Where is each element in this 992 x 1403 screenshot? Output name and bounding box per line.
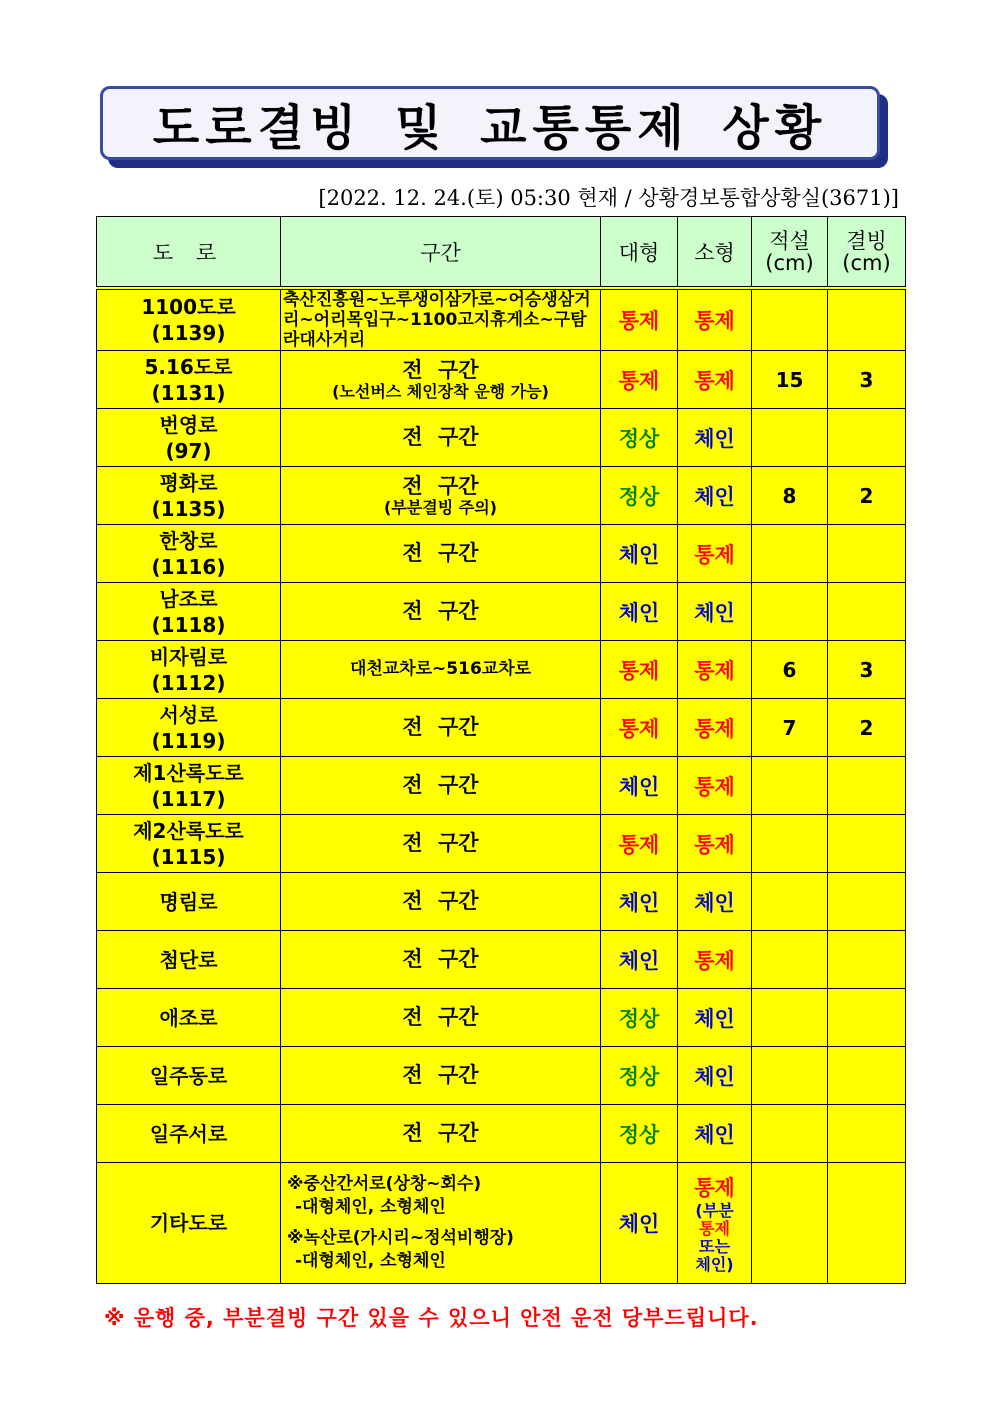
ice-depth — [828, 1105, 906, 1163]
small-vehicle-status: 통제 — [678, 525, 752, 583]
large-vehicle-status: 체인 — [601, 525, 678, 583]
ice-depth: 3 — [828, 351, 906, 409]
section-cell — [281, 1047, 601, 1105]
small-vehicle-status: 체인 — [678, 989, 752, 1047]
large-vehicle-status: 체인 — [601, 757, 678, 815]
large-vehicle-status: 체인 — [601, 1163, 678, 1284]
section-note: (노선버스 체인장착 운행 가능) — [332, 382, 549, 401]
table-row — [97, 757, 906, 815]
section-cell — [281, 1105, 601, 1163]
road-code: (97) — [165, 438, 212, 463]
road-code: (1119) — [151, 728, 226, 753]
section-text: 전 구간 — [402, 474, 479, 498]
large-vehicle-status: 체인 — [601, 583, 678, 641]
section-line: -대형체인, 소형체인 — [295, 1251, 446, 1271]
section-text: 전 구간 — [402, 541, 479, 565]
snow-depth — [752, 1163, 828, 1284]
table-row — [97, 815, 906, 873]
table-header-row — [97, 217, 906, 289]
snow-depth: 8 — [752, 467, 828, 525]
snow-depth — [752, 873, 828, 931]
section-cell — [281, 467, 601, 525]
road-name-cell — [97, 1047, 281, 1105]
large-vehicle-status: 체인 — [601, 931, 678, 989]
small-vehicle-status: 체인 — [678, 583, 752, 641]
title-box — [100, 86, 880, 160]
ice-depth — [828, 409, 906, 467]
road-code: (1112) — [151, 670, 226, 695]
road-code: (1116) — [151, 554, 226, 579]
table-row — [97, 1047, 906, 1105]
table-row — [97, 467, 906, 525]
road-name-cell — [97, 409, 281, 467]
section-cell — [281, 583, 601, 641]
section-text: 전 구간 — [402, 773, 479, 797]
table-row — [97, 931, 906, 989]
road-name: 애조로 — [159, 1005, 218, 1030]
small-vehicle-status: 통제 — [678, 699, 752, 757]
small-vehicle-status: 체인 — [678, 467, 752, 525]
section-text: 전 구간 — [402, 358, 479, 382]
road-name: 비자림로 — [149, 644, 228, 669]
large-vehicle-status: 정상 — [601, 1105, 678, 1163]
snow-depth: 6 — [752, 641, 828, 699]
section-cell — [281, 641, 601, 699]
small-vehicle-status: 체인 — [678, 1105, 752, 1163]
road-name-cell — [97, 815, 281, 873]
ice-depth: 2 — [828, 467, 906, 525]
header-ice: 결빙 (cm) — [828, 217, 906, 289]
section-text: 전 구간 — [402, 831, 479, 855]
small-vehicle-status: 통제 — [678, 351, 752, 409]
section-cell — [281, 873, 601, 931]
small-vehicle-status: 체인 — [678, 873, 752, 931]
table-body — [97, 288, 906, 1284]
table-row — [97, 525, 906, 583]
section-cell — [281, 1163, 601, 1284]
table-row — [97, 1105, 906, 1163]
road-name: 제1산록도로 — [133, 760, 244, 785]
snow-depth — [752, 757, 828, 815]
ice-depth — [828, 873, 906, 931]
header-small: 소형 — [678, 217, 752, 289]
large-vehicle-status: 통제 — [601, 699, 678, 757]
table-row-other — [97, 1163, 906, 1284]
table-row — [97, 351, 906, 409]
road-name: 1100도로 — [141, 295, 236, 319]
road-name-cell — [97, 641, 281, 699]
ice-depth: 3 — [828, 641, 906, 699]
road-name-cell: 기타도로 — [97, 1163, 281, 1284]
road-status-table — [96, 216, 906, 1284]
title-banner — [100, 86, 890, 170]
road-name-cell — [97, 873, 281, 931]
road-code: (1135) — [151, 496, 226, 521]
road-name: 일주동로 — [149, 1063, 228, 1088]
small-vehicle-status: 통제 — [678, 288, 752, 351]
section-cell — [281, 351, 601, 409]
table-row — [97, 409, 906, 467]
small-status-note: 통제 — [699, 1219, 730, 1238]
small-vehicle-status: 통제 — [678, 757, 752, 815]
large-vehicle-status: 정상 — [601, 467, 678, 525]
road-name: 서성로 — [159, 702, 218, 727]
road-code: (1118) — [151, 612, 226, 637]
small-status-note: (부분 — [695, 1201, 734, 1220]
road-code: (1139) — [151, 321, 226, 345]
road-name: 평화로 — [159, 470, 218, 495]
road-name-cell — [97, 757, 281, 815]
table-row — [97, 583, 906, 641]
small-status-note: 또는 — [699, 1237, 730, 1256]
ice-depth — [828, 525, 906, 583]
ice-depth: 2 — [828, 699, 906, 757]
snow-depth: 15 — [752, 351, 828, 409]
small-vehicle-status: 체인 — [678, 409, 752, 467]
section-text: 전 구간 — [402, 1005, 479, 1029]
table-row — [97, 989, 906, 1047]
safety-notice: ※ 운행 중, 부분결빙 구간 있을 수 있으니 안전 운전 당부드립니다. — [104, 1306, 759, 1330]
small-vehicle-status: 체인 — [678, 1047, 752, 1105]
road-name: 남조로 — [159, 586, 218, 611]
small-vehicle-status: 통제 — [678, 815, 752, 873]
ice-depth — [828, 989, 906, 1047]
section-text: 전 구간 — [402, 599, 479, 623]
road-name-cell — [97, 583, 281, 641]
section-cell — [281, 288, 601, 351]
table-row — [97, 288, 906, 351]
snow-depth — [752, 288, 828, 351]
road-code: (1115) — [151, 844, 226, 869]
header-large: 대형 — [601, 217, 678, 289]
ice-depth — [828, 815, 906, 873]
small-vehicle-status — [678, 1163, 752, 1284]
header-snow: 적설 (cm) — [752, 217, 828, 289]
section-text: 전 구간 — [402, 1121, 479, 1145]
small-status-note: 체인) — [695, 1255, 734, 1274]
section-cell — [281, 815, 601, 873]
large-vehicle-status: 통제 — [601, 351, 678, 409]
road-name: 첨단로 — [159, 947, 218, 972]
ice-depth — [828, 757, 906, 815]
snow-depth — [752, 525, 828, 583]
date-line: [2022. 12. 24.(토) 05:30 현재 / 상황경보통합상황실(3671)] — [318, 186, 899, 210]
snow-depth — [752, 409, 828, 467]
road-name: 번영로 — [159, 412, 218, 437]
section-line: -대형체인, 소형체인 — [295, 1197, 446, 1217]
section-note: (부분결빙 주의) — [384, 498, 497, 517]
road-name-cell — [97, 699, 281, 757]
section-text: 전 구간 — [402, 1063, 479, 1087]
road-code: (1131) — [151, 380, 226, 405]
road-name-cell — [97, 1105, 281, 1163]
section-cell — [281, 757, 601, 815]
road-name-cell — [97, 467, 281, 525]
ice-depth — [828, 1163, 906, 1284]
large-vehicle-status: 통제 — [601, 815, 678, 873]
snow-depth — [752, 1105, 828, 1163]
road-code: (1117) — [151, 786, 226, 811]
table-row — [97, 641, 906, 699]
small-vehicle-status: 통제 — [678, 931, 752, 989]
section-text: 전 구간 — [402, 715, 479, 739]
section-line: ※녹산로(가시리~정석비행장) — [287, 1228, 514, 1248]
section-cell — [281, 525, 601, 583]
large-vehicle-status: 정상 — [601, 1047, 678, 1105]
snow-depth — [752, 989, 828, 1047]
section-cell — [281, 931, 601, 989]
section-text: 전 구간 — [402, 425, 479, 449]
ice-depth — [828, 288, 906, 351]
small-status-main: 통제 — [694, 1176, 735, 1200]
road-name-cell — [97, 931, 281, 989]
snow-depth — [752, 1047, 828, 1105]
large-vehicle-status: 체인 — [601, 873, 678, 931]
page-title: 도로결빙 및 교통통제 상황 — [152, 99, 828, 156]
road-name-cell — [97, 288, 281, 351]
ice-depth — [828, 931, 906, 989]
header-road: 도 로 — [97, 217, 281, 289]
road-name-cell — [97, 351, 281, 409]
road-name: 5.16도로 — [144, 354, 233, 379]
road-name: 한창로 — [159, 528, 218, 553]
road-name: 명림로 — [159, 889, 218, 914]
road-name: 일주서로 — [149, 1121, 228, 1146]
table-row — [97, 873, 906, 931]
section-line: ※중산간서로(상창~회수) — [287, 1174, 482, 1194]
section-cell — [281, 409, 601, 467]
section-text: 대천교차로~516교차로 — [349, 659, 532, 679]
section-text: 전 구간 — [402, 889, 479, 913]
large-vehicle-status: 정상 — [601, 409, 678, 467]
large-vehicle-status: 정상 — [601, 989, 678, 1047]
section-cell — [281, 989, 601, 1047]
section-text: 축산진흥원~노루생이삼가로~어승생삼거리~어리목입구~1100고지휴게소~구탐라대사거리 — [283, 290, 591, 350]
road-name-cell — [97, 989, 281, 1047]
small-vehicle-status: 통제 — [678, 641, 752, 699]
table-row — [97, 699, 906, 757]
snow-depth — [752, 583, 828, 641]
road-name: 제2산록도로 — [133, 818, 244, 843]
ice-depth — [828, 583, 906, 641]
road-name-cell — [97, 525, 281, 583]
ice-depth — [828, 1047, 906, 1105]
large-vehicle-status: 통제 — [601, 288, 678, 351]
snow-depth: 7 — [752, 699, 828, 757]
large-vehicle-status: 통제 — [601, 641, 678, 699]
section-cell — [281, 699, 601, 757]
snow-depth — [752, 931, 828, 989]
section-text: 전 구간 — [402, 947, 479, 971]
snow-depth — [752, 815, 828, 873]
header-section: 구간 — [281, 217, 601, 289]
